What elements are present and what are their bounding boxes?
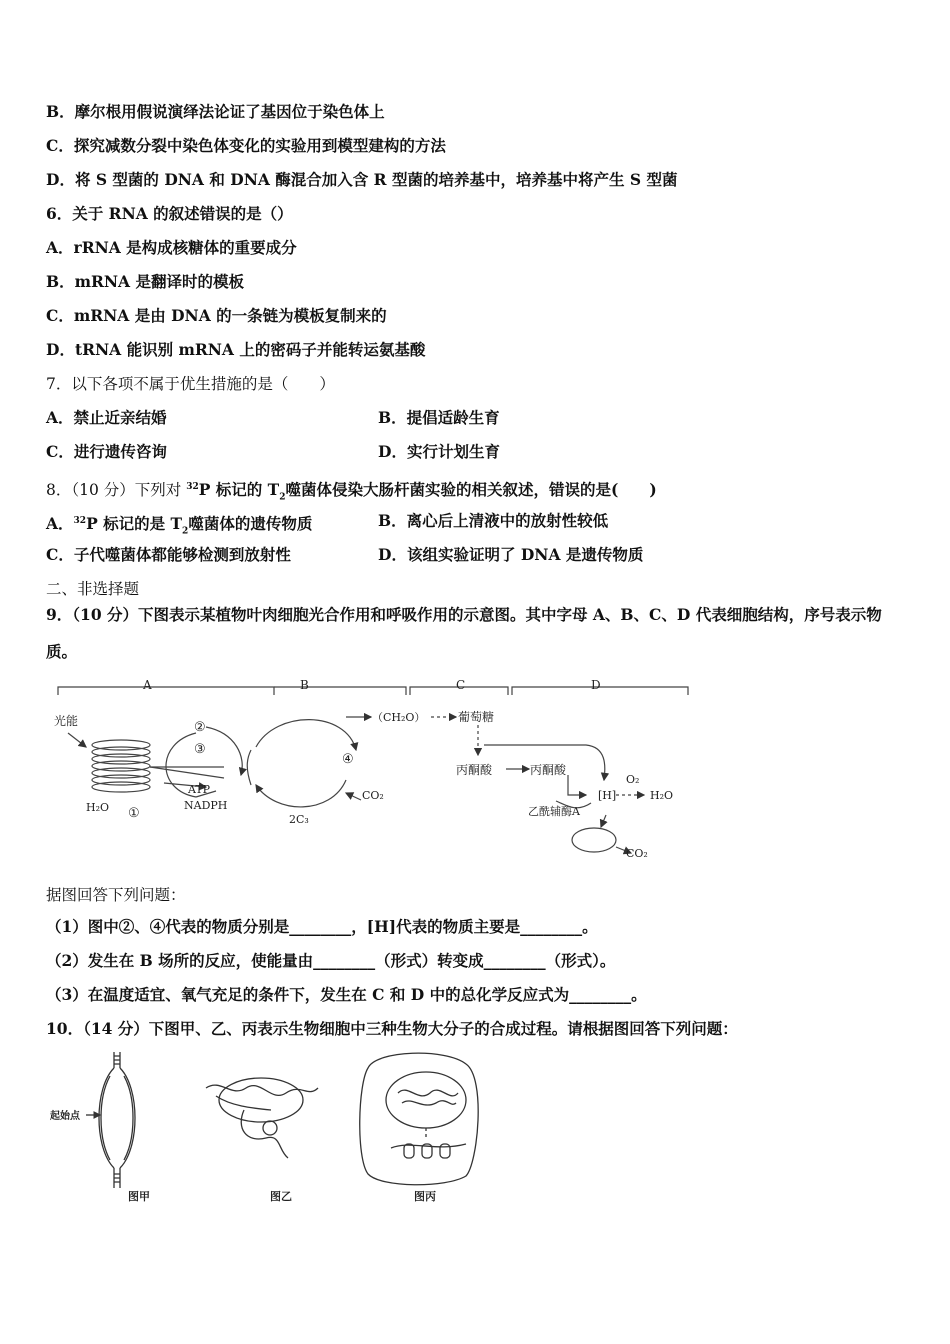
- q9-stem-line1: 9．（10 分）下图表示某植物叶肉细胞光合作用和呼吸作用的示意图。其中字母 A、B、C、D 代表细胞结构，序号表示物: [46, 605, 882, 624]
- fig-label-b: B: [300, 678, 309, 692]
- q6-stem-text: 6．关于 RNA 的叙述错误的是（）: [46, 204, 293, 223]
- q8-sup: 32: [186, 482, 199, 492]
- fig-h: [H]: [598, 789, 617, 802]
- q8-stem: [46, 477, 657, 507]
- q6-option-d: D．tRNA 能识别 mRNA 上的密码子并能转运氨基酸: [46, 340, 426, 359]
- fig-o2: O₂: [626, 773, 640, 786]
- q7-stem: 7．以下各项不属于优生措施的是（ ）: [46, 375, 335, 393]
- fig-light-energy: 光能: [54, 714, 79, 728]
- fig-2c3: 2C₃: [289, 813, 309, 826]
- q5-option-c: C．探究减数分裂中染色体变化的实验用到模型建构的方法: [46, 136, 446, 155]
- fig-co2-in: CO₂: [362, 789, 384, 802]
- fig-marker-1: ①: [128, 806, 140, 821]
- origin-label: 起始点: [50, 1111, 80, 1122]
- photosynthesis-diagram: [46, 675, 696, 865]
- q8-a-rest: 噬菌体的遗传物质: [188, 514, 313, 534]
- q8-a-mid: P 标记的是 T: [86, 514, 183, 534]
- fig-marker-2: ②: [194, 720, 206, 735]
- fig-h2o: H₂O: [86, 801, 110, 814]
- q10-stem: [46, 1019, 738, 1039]
- q8-option-a: [46, 511, 312, 541]
- fig-acetyl-coa: 乙酰辅酶A: [528, 805, 580, 818]
- q8-a-sup: 32: [73, 516, 87, 526]
- fig-ch2o: （CH₂O）: [372, 711, 426, 724]
- figure-bing-label: 图丙: [414, 1190, 436, 1203]
- fig-h2o-out: H₂O: [650, 789, 674, 802]
- q9-sub1: （1）图中②、④代表的物质分别是________，[H]代表的物质主要是________。: [46, 917, 598, 936]
- q9-stem: [46, 605, 882, 625]
- q6-option-b: B．mRNA 是翻译时的模板: [46, 272, 244, 291]
- q8-a-sub: 2: [182, 526, 189, 537]
- q8-mid: P 标记的 T: [198, 480, 280, 500]
- q8-option-c: C．子代噬菌体都能够检测到放射性: [46, 545, 291, 564]
- q8-a-pre: A．: [46, 514, 74, 534]
- fig-glucose: 葡萄糖: [458, 710, 495, 724]
- fig-atp: ATP: [188, 783, 211, 796]
- q9-sub2: （2）发生在 B 场所的反应，使能量由________（形式）转变成________（形式）。: [46, 951, 616, 970]
- q7-option-b: B．提倡适龄生育: [378, 408, 500, 427]
- fig-label-c: C: [456, 678, 466, 692]
- q9-prompt: 据图回答下列问题：: [46, 886, 186, 904]
- fig-label-d: D: [591, 678, 601, 692]
- fig-label-a: A: [143, 678, 152, 692]
- q8-rest: 噬菌体侵染大肠杆菌实验的相关叙述，错误的是( ): [285, 480, 657, 500]
- fig-marker-3: ③: [194, 742, 206, 757]
- figure-jia-label: 图甲: [128, 1190, 150, 1203]
- q7-option-c: C．进行遗传咨询: [46, 442, 167, 461]
- q8-sub: 2: [279, 492, 286, 503]
- fig-marker-4: ④: [342, 752, 354, 767]
- fig-nadph: NADPH: [184, 799, 228, 812]
- section-heading: 二、非选择题: [46, 580, 140, 598]
- q8-option-b: B．离心后上清液中的放射性较低: [378, 511, 609, 530]
- q7-option-d: D．实行计划生育: [378, 442, 500, 461]
- figure-yi-label: 图乙: [270, 1190, 292, 1203]
- q5-option-d: D．将 S 型菌的 DNA 和 DNA 酶混合加入含 R 型菌的培养基中，培养基中将产生 S 型菌: [46, 170, 678, 189]
- q8-option-d: D．该组实验证明了 DNA 是遗传物质: [378, 545, 644, 564]
- q7-option-a: A．禁止近亲结婚: [46, 408, 167, 427]
- q8-number: 8．（10 分）下列对: [46, 481, 187, 500]
- fig-co2-out: CO₂: [626, 847, 648, 860]
- synthesis-figures: [46, 1048, 496, 1208]
- fig-pyruvate-2: 丙酮酸: [530, 763, 567, 777]
- q9-stem-line2: 质。: [46, 642, 78, 661]
- q6-option-c: C．mRNA 是由 DNA 的一条链为模板复制来的: [46, 306, 387, 325]
- q6-stem: [46, 204, 293, 224]
- q10-stem-text: 10．（14 分）下图甲、乙、丙表示生物细胞中三种生物大分子的合成过程。请根据图回答下列问题：: [46, 1019, 738, 1038]
- q6-option-a: A．rRNA 是构成核糖体的重要成分: [46, 238, 297, 257]
- fig-pyruvate-1: 丙酮酸: [456, 763, 493, 777]
- q9-sub3: （3）在温度适宜、氧气充足的条件下，发生在 C 和 D 中的总化学反应式为________。: [46, 985, 647, 1004]
- q5-option-b: B．摩尔根用假说演绎法论证了基因位于染色体上: [46, 102, 385, 121]
